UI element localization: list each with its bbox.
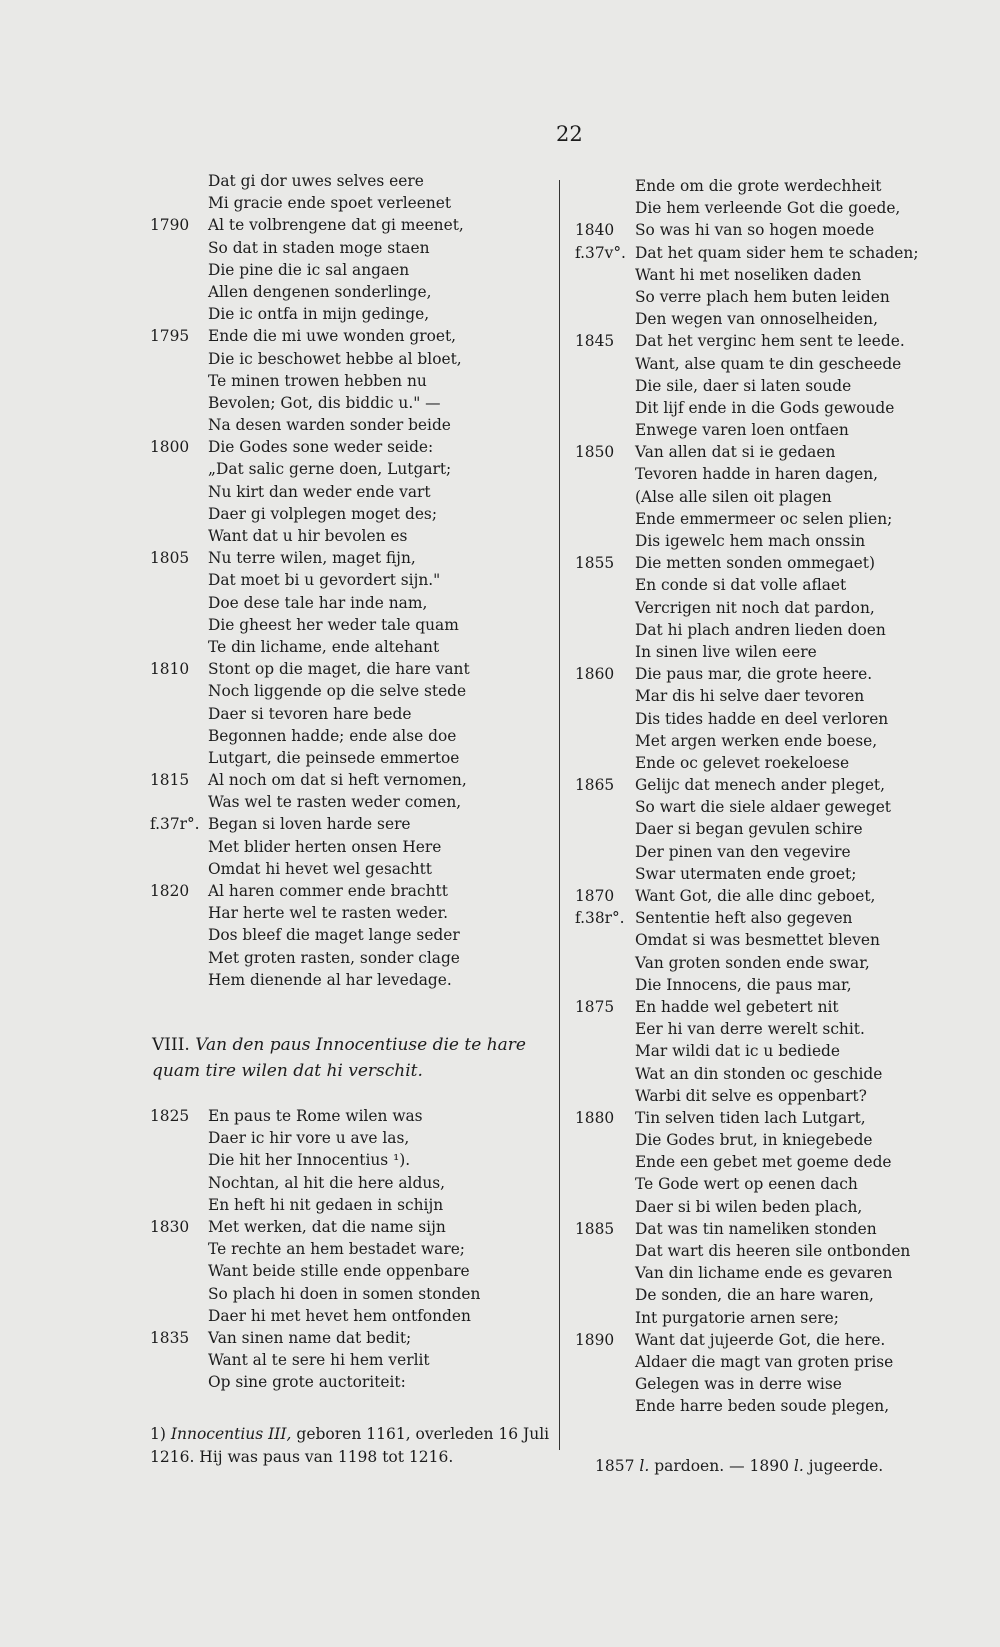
variant-line-number: 1890 <box>749 1457 789 1475</box>
verse-text: Begonnen hadde; ende alse doe <box>208 726 457 745</box>
verse-line <box>150 1105 545 1127</box>
line-number: 1875 <box>575 997 615 1016</box>
verse-text: Nu terre wilen, maget fijn, <box>208 549 416 568</box>
verse-line <box>575 597 985 619</box>
verse-line <box>575 419 985 441</box>
verse-line <box>575 1373 985 1395</box>
verse-line <box>575 197 985 219</box>
verse-text: Omdat si was besmettet bleven <box>635 931 880 950</box>
verse-line <box>150 1371 545 1393</box>
verse-line <box>575 175 985 197</box>
verse-text: Ende die mi uwe wonden groet, <box>208 327 457 346</box>
verse-text: Mar wildi dat ic u bediede <box>635 1042 841 1061</box>
verse-text: Dis tides hadde en deel verloren <box>635 709 889 728</box>
verse-line <box>150 924 545 946</box>
verse-line <box>575 508 985 530</box>
verse-text: Die hit her Innocentius ¹). <box>208 1151 411 1170</box>
verse-text: Swar utermaten ende groet; <box>635 864 857 883</box>
verse-text: Gelijc dat menech ander pleget, <box>635 776 886 795</box>
variant-readings <box>595 1457 995 1475</box>
verse-line <box>575 242 985 264</box>
verse-line <box>575 1284 985 1306</box>
verse-line <box>575 353 985 375</box>
section-number: VIII. <box>152 1035 190 1055</box>
verse-text: Omdat hi hevet wel gesachtt <box>208 859 432 878</box>
verse-text: Wat an din stonden oc geschide <box>635 1064 883 1083</box>
verse-text: Stont op die maget, die hare vant <box>208 660 470 679</box>
verse-line <box>575 929 985 951</box>
verse-text: Die Godes sone weder seide: <box>208 438 434 457</box>
verse-text: Aldaer die magt van groten prise <box>635 1352 894 1371</box>
footnote-name: Innocentius III, <box>170 1425 292 1443</box>
verse-line <box>150 1283 545 1305</box>
verse-line <box>150 525 545 547</box>
verse-text: Dit lijf ende in die Gods gewoude <box>635 398 895 417</box>
verse-text: Bevolen; Got, dis biddic u." — <box>208 393 441 412</box>
verse-line <box>575 375 985 397</box>
line-number: f.38r°. <box>575 909 625 928</box>
verse-text: Sententie heft also gegeven <box>635 909 853 928</box>
line-number: 1810 <box>150 660 190 679</box>
verse-line <box>150 481 545 503</box>
verse-line <box>575 952 985 974</box>
variant-lectio-mark: l. <box>639 1457 650 1475</box>
line-number: 1885 <box>575 1219 615 1238</box>
verse-text: Dat moet bi u gevordert sijn." <box>208 571 441 590</box>
verse-line <box>150 1349 545 1371</box>
verse-text: Na desen warden sonder beide <box>208 416 451 435</box>
verse-line <box>575 974 985 996</box>
verse-line <box>575 1240 985 1262</box>
page-number: 22 <box>556 122 583 146</box>
verse-text: „Dat salic gerne doen, Lutgart; <box>208 460 452 479</box>
verse-text: En hadde wel gebetert nit <box>635 997 839 1016</box>
verse-text: Al te volbrengene dat gi meenet, <box>208 216 464 235</box>
verse-text: Dat het quam sider hem te schaden; <box>635 243 919 262</box>
verse-text: Die hem verleende Got die goede, <box>635 199 901 218</box>
verse-line <box>150 325 545 347</box>
verse-line <box>150 458 545 480</box>
verse-text: Met werken, dat die name sijn <box>208 1217 446 1236</box>
verse-line <box>150 1305 545 1327</box>
line-number: 1815 <box>150 771 190 790</box>
variant-line-number: 1857 <box>595 1457 635 1475</box>
left-column-top <box>150 170 545 991</box>
verse-text: Van sinen name dat bedit; <box>208 1328 412 1347</box>
verse-line <box>150 747 545 769</box>
verse-line <box>575 863 985 885</box>
verse-line <box>150 170 545 192</box>
footnote-mark: 1) <box>150 1425 166 1443</box>
verse-text: Allen dengenen sonderlinge, <box>208 282 432 301</box>
verse-line <box>150 969 545 991</box>
verse-line <box>150 1172 545 1194</box>
verse-text: So wart die siele aldaer geweget <box>635 798 891 817</box>
verse-text: So plach hi doen in somen stonden <box>208 1284 481 1303</box>
verse-text: En heft hi nit gedaen in schijn <box>208 1195 444 1214</box>
verse-text: Dat was tin nameliken stonden <box>635 1219 877 1238</box>
verse-text: (Alse alle silen oit plagen <box>635 487 832 506</box>
verse-line <box>575 308 985 330</box>
verse-line <box>150 547 545 569</box>
line-number: 1850 <box>575 443 615 462</box>
verse-text: Mi gracie ende spoet verleenet <box>208 194 452 213</box>
verse-text: Die paus mar, die grote heere. <box>635 665 873 684</box>
verse-text: Te Gode wert op eenen dach <box>635 1175 858 1194</box>
verse-line <box>150 769 545 791</box>
verse-text: De sonden, die an hare waren, <box>635 1286 874 1305</box>
verse-line <box>575 641 985 663</box>
verse-line <box>150 725 545 747</box>
verse-line <box>575 663 985 685</box>
verse-text: Te rechte an hem bestadet ware; <box>208 1240 465 1259</box>
verse-line <box>575 486 985 508</box>
verse-line <box>575 752 985 774</box>
verse-text: Enwege varen loen ontfaen <box>635 421 849 440</box>
verse-text: Want hi met noseliken daden <box>635 265 862 284</box>
verse-text: Die Godes brut, in kniegebede <box>635 1131 873 1150</box>
verse-line <box>575 574 985 596</box>
verse-text: So verre plach hem buten leiden <box>635 287 890 306</box>
verse-text: Began si loven harde sere <box>208 815 411 834</box>
verse-text: Al noch om dat si heft vernomen, <box>208 771 467 790</box>
verse-text: Hem dienende al har levedage. <box>208 970 452 989</box>
verse-line <box>575 685 985 707</box>
verse-line <box>150 348 545 370</box>
footnote <box>150 1423 550 1469</box>
verse-line <box>150 636 545 658</box>
verse-line <box>575 1063 985 1085</box>
verse-line <box>575 1262 985 1284</box>
verse-line <box>575 1395 985 1417</box>
verse-line <box>150 791 545 813</box>
verse-text: Vercrigen nit noch dat pardon, <box>635 598 875 617</box>
verse-line <box>150 1194 545 1216</box>
verse-text: Tin selven tiden lach Lutgart, <box>635 1108 866 1127</box>
verse-line <box>150 658 545 680</box>
verse-line <box>150 947 545 969</box>
verse-text: Met blider herten onsen Here <box>208 837 442 856</box>
verse-line <box>575 841 985 863</box>
verse-text: Want, alse quam te din gescheede <box>635 354 902 373</box>
verse-text: Die ic ontfa in mijn gedinge, <box>208 305 430 324</box>
verse-text: Der pinen van den vegevire <box>635 842 851 861</box>
verse-text: Al haren commer ende brachtt <box>208 882 448 900</box>
verse-text: Op sine grote auctoriteit: <box>208 1373 406 1392</box>
verse-text: Ende emmermeer oc selen plien; <box>635 509 893 528</box>
verse-line <box>575 796 985 818</box>
verse-text: Mar dis hi selve daer tevoren <box>635 687 865 706</box>
verse-text: Int purgatorie arnen sere; <box>635 1308 839 1327</box>
verse-text: Dat wart dis heeren sile ontbonden <box>635 1242 911 1260</box>
verse-line <box>150 414 545 436</box>
verse-text: Was wel te rasten weder comen, <box>208 793 462 812</box>
verse-text: Die sile, daer si laten soude <box>635 376 852 395</box>
verse-text: Doe dese tale har inde nam, <box>208 593 428 612</box>
verse-text: Dat het verginc hem sent te leede. <box>635 332 905 351</box>
verse-line <box>150 1260 545 1282</box>
verse-text: Die pine die ic sal angaen <box>208 260 410 279</box>
verse-line <box>575 907 985 929</box>
line-number: 1890 <box>575 1330 615 1349</box>
verse-line <box>575 219 985 241</box>
verse-line <box>575 264 985 286</box>
verse-line <box>575 1173 985 1195</box>
verse-text: Nochtan, al hit die here aldus, <box>208 1173 446 1192</box>
verse-line <box>150 503 545 525</box>
verse-line <box>150 592 545 614</box>
verse-line <box>150 237 545 259</box>
line-number: 1790 <box>150 216 190 235</box>
verse-line <box>150 880 545 902</box>
verse-line <box>575 330 985 352</box>
verse-line <box>575 1040 985 1062</box>
verse-text: Van din lichame ende es gevaren <box>635 1264 893 1283</box>
line-number: 1805 <box>150 549 190 568</box>
verse-line <box>150 192 545 214</box>
verse-line <box>575 1307 985 1329</box>
line-number: 1835 <box>150 1328 190 1347</box>
verse-line <box>575 818 985 840</box>
verse-text: In sinen live wilen eere <box>635 642 817 661</box>
verse-line <box>150 1216 545 1238</box>
verse-text: Dat hi plach andren lieden doen <box>635 620 886 639</box>
verse-text: Tevoren hadde in haren dagen, <box>635 465 879 484</box>
verse-text: En paus te Rome wilen was <box>208 1107 423 1125</box>
variant-reading: jugeerde. <box>808 1457 884 1475</box>
footnote-text: geboren 1161, overleden 16 Juli 1216. Hij was paus van 1198 tot 1216. <box>150 1425 550 1466</box>
verse-text: Dis igewelc hem mach onssin <box>635 532 866 550</box>
verse-line <box>575 463 985 485</box>
line-number: 1795 <box>150 327 190 346</box>
verse-line <box>150 836 545 858</box>
verse-text: Ende om die grote werdechheit <box>635 177 882 195</box>
verse-line <box>150 902 545 924</box>
verse-line <box>575 1329 985 1351</box>
line-number: 1820 <box>150 882 190 900</box>
verse-line <box>575 1085 985 1107</box>
verse-text: Die gheest her weder tale quam <box>208 615 459 634</box>
verse-text: Daer ic hir vore u ave las, <box>208 1129 410 1148</box>
verse-line <box>150 680 545 702</box>
verse-line <box>575 774 985 796</box>
section-title: Van den paus Innocentiuse die te hare quam tire wilen dat hi verschit. <box>152 1035 526 1081</box>
column-divider <box>559 180 560 1450</box>
verse-text: Den wegen van onnoselheiden, <box>635 310 878 329</box>
line-number: 1840 <box>575 221 615 240</box>
verse-text: Dat gi dor uwes selves eere <box>208 172 424 190</box>
verse-line <box>150 259 545 281</box>
verse-line <box>575 1196 985 1218</box>
verse-line <box>150 436 545 458</box>
verse-line <box>575 1218 985 1240</box>
verse-line <box>575 1018 985 1040</box>
line-number: 1855 <box>575 554 615 573</box>
verse-line <box>575 996 985 1018</box>
verse-line <box>575 530 985 552</box>
verse-text: Want al te sere hi hem verlit <box>208 1351 430 1370</box>
right-column <box>575 175 985 1418</box>
variant-lectio-mark: l. <box>793 1457 804 1475</box>
verse-text: Har herte wel te rasten weder. <box>208 904 449 923</box>
verse-text: Warbi dit selve es oppenbart? <box>635 1086 867 1105</box>
verse-text: Want dat jujeerde Got, die here. <box>635 1330 886 1349</box>
verse-line <box>575 552 985 574</box>
verse-line <box>575 1351 985 1373</box>
variant-reading: pardoen. <box>654 1457 725 1475</box>
verse-text: Die metten sonden ommegaet) <box>635 554 875 573</box>
verse-text: So dat in staden moge staen <box>208 238 430 257</box>
line-number: 1830 <box>150 1217 190 1236</box>
verse-line <box>575 1107 985 1129</box>
verse-text: Daer si tevoren hare bede <box>208 704 412 723</box>
verse-text: Te minen trowen hebben nu <box>208 371 427 390</box>
verse-line <box>150 1327 545 1349</box>
verse-line <box>150 858 545 880</box>
verse-line <box>150 614 545 636</box>
line-number: 1880 <box>575 1108 615 1127</box>
line-number: 1860 <box>575 665 615 684</box>
line-number: 1870 <box>575 887 615 905</box>
verse-text: Met argen werken ende boese, <box>635 731 878 750</box>
verse-line <box>150 1127 545 1149</box>
verse-text: Ende een gebet met goeme dede <box>635 1153 892 1172</box>
verse-line <box>150 703 545 725</box>
verse-line <box>575 397 985 419</box>
verse-text: So was hi van so hogen moede <box>635 221 875 240</box>
verse-text: Daer gi volplegen moget des; <box>208 504 438 523</box>
verse-line <box>575 1151 985 1173</box>
verse-text: Gelegen was in derre wise <box>635 1375 842 1394</box>
verse-line <box>150 1238 545 1260</box>
verse-text: Want dat u hir bevolen es <box>208 527 408 545</box>
verse-text: Eer hi van derre werelt schit. <box>635 1020 865 1039</box>
line-number: 1845 <box>575 332 615 351</box>
verse-line <box>150 1149 545 1171</box>
verse-line <box>575 286 985 308</box>
verse-text: Lutgart, die peinsede emmertoe <box>208 748 460 767</box>
line-number: 1825 <box>150 1107 190 1125</box>
variant-separator: — <box>729 1457 745 1475</box>
section-heading <box>152 1032 552 1084</box>
verse-line <box>150 214 545 236</box>
verse-line <box>150 303 545 325</box>
verse-text: Die Innocens, die paus mar, <box>635 975 852 994</box>
verse-line <box>575 619 985 641</box>
verse-line <box>150 392 545 414</box>
verse-line <box>575 708 985 730</box>
verse-line <box>150 813 545 835</box>
verse-text: Te din lichame, ende altehant <box>208 637 440 656</box>
verse-text: Van allen dat si ie gedaen <box>635 443 836 462</box>
verse-line <box>575 441 985 463</box>
verse-text: Dos bleef die maget lange seder <box>208 926 460 945</box>
verse-text: En conde si dat volle aflaet <box>635 576 847 595</box>
line-number: f.37r°. <box>150 815 200 834</box>
verse-text: Met groten rasten, sonder clage <box>208 948 460 967</box>
verse-line <box>575 730 985 752</box>
verse-text: Want Got, die alle dinc geboet, <box>635 887 876 905</box>
verse-line <box>150 281 545 303</box>
verse-line <box>150 569 545 591</box>
line-number: 1800 <box>150 438 190 457</box>
verse-text: Daer hi met hevet hem ontfonden <box>208 1306 471 1325</box>
verse-text: Ende harre beden soude plegen, <box>635 1397 890 1416</box>
verse-text: Daer si began gevulen schire <box>635 820 863 839</box>
verse-text: Want beide stille ende oppenbare <box>208 1262 470 1281</box>
verse-text: Die ic beschowet hebbe al bloet, <box>208 349 462 368</box>
verse-line <box>150 370 545 392</box>
verse-text: Noch liggende op die selve stede <box>208 682 467 701</box>
left-column-bottom <box>150 1105 545 1393</box>
line-number: 1865 <box>575 776 615 795</box>
verse-text: Daer si bi wilen beden plach, <box>635 1197 863 1216</box>
verse-text: Ende oc gelevet roekeloese <box>635 753 850 772</box>
line-number: f.37v°. <box>575 243 626 262</box>
verse-text: Van groten sonden ende swar, <box>635 953 870 972</box>
verse-text: Nu kirt dan weder ende vart <box>208 482 431 501</box>
verse-line <box>575 1129 985 1151</box>
verse-line <box>575 885 985 907</box>
